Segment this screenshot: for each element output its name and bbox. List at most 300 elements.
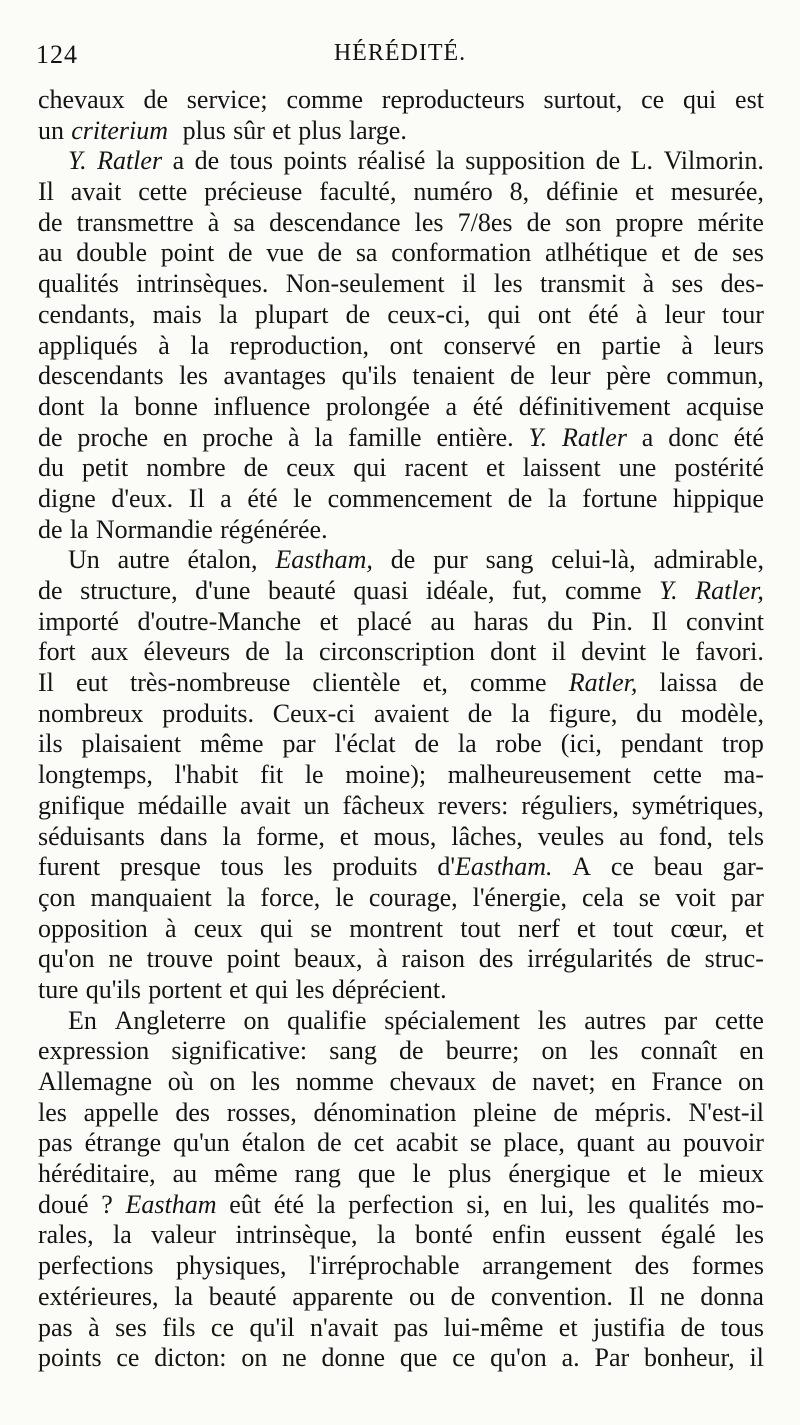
- word: de: [245, 637, 270, 667]
- word: placé: [356, 606, 412, 636]
- word: dénomination: [313, 1097, 457, 1127]
- word: plupart: [254, 299, 329, 329]
- word: furent: [38, 852, 101, 882]
- word: Il: [651, 606, 668, 636]
- word: de: [38, 207, 63, 237]
- word: père: [606, 361, 651, 391]
- word: service;: [186, 85, 268, 114]
- word: d'outre-Manche: [137, 606, 301, 636]
- word: justifia: [592, 1312, 666, 1342]
- word: A: [572, 852, 592, 882]
- word: dicton:: [154, 1343, 227, 1373]
- word: symétriques,: [631, 790, 764, 820]
- word: admirable,: [653, 545, 764, 575]
- word: et,: [422, 668, 448, 698]
- word: manquaient: [90, 882, 212, 912]
- word: proche: [77, 422, 149, 452]
- word: cœur,: [670, 913, 728, 943]
- word: les: [283, 852, 313, 882]
- word: étalon,: [187, 545, 258, 575]
- word: l'irréprochable: [309, 1251, 460, 1281]
- word: de: [399, 1036, 424, 1066]
- word: et: [627, 1159, 647, 1189]
- word: spécialement: [384, 1005, 520, 1035]
- word: digne: [38, 483, 96, 513]
- word: robe: [495, 729, 542, 759]
- word: leur: [550, 361, 591, 391]
- word: Eastham,: [275, 545, 373, 575]
- word: Y.: [528, 422, 548, 452]
- text-line: [38, 515, 764, 546]
- text-line: [38, 699, 764, 730]
- word: supposition: [465, 146, 586, 176]
- word: de: [467, 698, 493, 728]
- text-line: [38, 545, 764, 576]
- word: et: [486, 453, 505, 483]
- text-line: [38, 607, 764, 638]
- word: extérieures,: [38, 1281, 159, 1311]
- text-line: [38, 668, 764, 699]
- word: L.: [630, 146, 654, 176]
- word: haras: [473, 606, 529, 636]
- word: tous: [229, 146, 274, 176]
- word: d'une: [195, 576, 251, 605]
- word: conformation: [391, 238, 532, 268]
- word: a: [641, 422, 654, 452]
- word: rosses,: [226, 1097, 297, 1127]
- word: veules: [537, 821, 605, 851]
- word: pas: [38, 1128, 73, 1158]
- word: séduisants: [38, 821, 145, 851]
- word: place,: [503, 1128, 565, 1158]
- text-line: [38, 146, 764, 177]
- word: même: [200, 729, 264, 759]
- word: avaient: [373, 698, 449, 728]
- word: le: [661, 637, 681, 667]
- word: atlhétique: [545, 238, 648, 268]
- word: 8,: [509, 177, 530, 207]
- word: Ratler,: [568, 668, 638, 698]
- page-number: 124: [36, 40, 78, 69]
- word: valeur: [151, 1220, 217, 1250]
- word: chevaux: [38, 85, 125, 114]
- word: laissent: [522, 453, 601, 483]
- word: faculté,: [319, 177, 397, 207]
- word: se: [638, 882, 661, 912]
- word: précieuse: [204, 177, 303, 207]
- word: la: [547, 483, 567, 513]
- word: 7/8es: [457, 207, 513, 237]
- word: entière.: [436, 422, 514, 452]
- word: la: [69, 514, 89, 544]
- text-line: [38, 269, 764, 300]
- word: ce: [116, 1343, 140, 1373]
- word: en: [162, 422, 188, 452]
- word: sa: [355, 238, 378, 268]
- word: si,: [466, 1189, 491, 1219]
- word: mérite: [697, 207, 764, 237]
- word: de: [666, 944, 691, 974]
- word: qu'ils: [341, 361, 397, 391]
- text-line: [38, 822, 764, 853]
- word: d'Eastham.: [437, 852, 553, 882]
- text-line: [38, 423, 764, 454]
- word: ceux: [286, 453, 336, 483]
- word: de: [194, 146, 220, 176]
- word: enfin: [492, 1220, 546, 1250]
- word: à: [88, 1312, 100, 1342]
- word: les: [735, 1220, 764, 1250]
- word: dans: [159, 821, 208, 851]
- word: dont: [38, 391, 85, 421]
- word: reproducteurs: [381, 85, 525, 114]
- word: du: [636, 698, 663, 728]
- word: plus: [182, 115, 226, 145]
- word: ture: [38, 974, 79, 1004]
- word: sang: [485, 545, 534, 575]
- word: modèle,: [680, 698, 764, 728]
- word: par: [282, 729, 316, 759]
- word: de: [595, 146, 621, 176]
- word: plus: [448, 1159, 492, 1189]
- text-line: [38, 791, 764, 822]
- word: plus: [298, 115, 342, 145]
- word: nombre: [146, 453, 226, 483]
- word: point: [160, 238, 215, 268]
- text-line: [38, 85, 764, 116]
- word: fort: [38, 637, 76, 667]
- word: qu'il: [249, 1312, 295, 1342]
- word: l'énergie,: [472, 882, 568, 912]
- word: la: [316, 1189, 336, 1219]
- word: eut: [76, 668, 108, 698]
- word: ne: [282, 1343, 307, 1373]
- word: ?: [101, 1189, 113, 1219]
- text-line: [38, 914, 764, 945]
- word: double: [76, 238, 148, 268]
- word: beaux,: [293, 944, 363, 974]
- word: une: [618, 453, 657, 483]
- word: comme: [565, 576, 642, 605]
- word: héréditaire,: [38, 1159, 156, 1189]
- word: de: [510, 361, 535, 391]
- word: la: [457, 729, 477, 759]
- word: il: [461, 269, 477, 299]
- word: qu'ils: [85, 974, 141, 1004]
- word: la: [112, 1220, 132, 1250]
- word: il: [749, 1343, 764, 1373]
- word: mous,: [373, 821, 437, 851]
- word: sûr: [233, 115, 265, 145]
- word: eût: [229, 1189, 262, 1219]
- word: comme: [286, 85, 363, 114]
- word: ne: [108, 944, 133, 974]
- text-line: [38, 1067, 764, 1098]
- word: de: [526, 207, 552, 237]
- word: struc-: [704, 944, 764, 974]
- word: il: [551, 637, 566, 667]
- word: n'avait: [310, 1312, 379, 1342]
- word: avait: [70, 177, 122, 207]
- word: pas: [393, 1312, 429, 1342]
- word: mais: [152, 299, 202, 329]
- word: fut,: [512, 576, 548, 605]
- word: au: [172, 1159, 198, 1189]
- word: ma-: [723, 760, 764, 790]
- text-line: [38, 1098, 764, 1129]
- word: qui: [255, 974, 289, 1004]
- text-line: [38, 300, 764, 331]
- word: est: [735, 85, 764, 114]
- word: produits: [332, 852, 418, 882]
- word: des-: [720, 269, 764, 299]
- word: navet;: [532, 1067, 596, 1096]
- text-line: [38, 1190, 764, 1221]
- word: apparente: [292, 1281, 394, 1311]
- word: de: [693, 238, 719, 268]
- word: le: [663, 1159, 682, 1189]
- word: à: [635, 299, 648, 329]
- word: étalon: [241, 1128, 306, 1158]
- word: la: [314, 422, 334, 452]
- word: chevaux: [389, 1067, 477, 1096]
- word: çon: [38, 882, 76, 912]
- word: Ratler: [97, 146, 163, 176]
- text-line: [38, 883, 764, 914]
- word: de: [553, 1097, 578, 1127]
- word: au: [430, 606, 455, 636]
- word: physiques,: [176, 1251, 287, 1281]
- word: tout: [612, 913, 654, 943]
- word: cette: [652, 760, 702, 790]
- word: En: [68, 1005, 97, 1035]
- word: convention.: [490, 1281, 613, 1311]
- running-title: HÉRÉDITÉ.: [333, 40, 467, 66]
- word: de: [414, 729, 440, 759]
- word: on: [541, 1036, 568, 1066]
- word: commun,: [666, 361, 764, 391]
- word: donne: [321, 1343, 386, 1373]
- word: le: [293, 483, 312, 513]
- word: été: [472, 391, 504, 421]
- word: été: [247, 483, 278, 513]
- word: on: [209, 1067, 236, 1096]
- word: la: [218, 299, 238, 329]
- word: Y.: [68, 146, 87, 176]
- word: longtemps,: [38, 760, 153, 790]
- word: point: [226, 944, 281, 974]
- word: le: [335, 882, 354, 912]
- word: à: [164, 913, 177, 943]
- text-line: [38, 1006, 764, 1037]
- word: Vilmorin.: [663, 146, 764, 176]
- word: donc: [668, 422, 719, 452]
- word: plaisaient: [81, 729, 182, 759]
- word: médaille: [137, 790, 228, 820]
- text-line: [38, 576, 764, 607]
- word: Il: [38, 177, 54, 207]
- word: points: [283, 146, 348, 176]
- word: fortune: [582, 483, 658, 513]
- word: la: [376, 1220, 396, 1250]
- word: figure,: [548, 698, 618, 728]
- word: Ceux-ci: [272, 698, 356, 728]
- word: et: [635, 177, 654, 207]
- word: hippique: [672, 483, 764, 513]
- word: influence: [213, 391, 311, 421]
- word: de: [38, 422, 63, 452]
- word: Allemagne: [38, 1067, 153, 1096]
- word: comme: [470, 668, 547, 698]
- text-line: [38, 1128, 764, 1159]
- word: Non-seulement: [285, 269, 445, 299]
- word: moine);: [345, 760, 427, 790]
- word: qu'on: [490, 1343, 547, 1373]
- word: irrégularités: [527, 944, 653, 974]
- word: intrinsèque,: [235, 1220, 358, 1250]
- word: eussent: [564, 1220, 642, 1250]
- word: raison: [401, 944, 466, 974]
- word: tour: [722, 299, 764, 329]
- word: portent: [148, 974, 222, 1004]
- word: favori.: [695, 637, 764, 667]
- word: points: [38, 1343, 102, 1373]
- word: formes: [691, 1251, 764, 1281]
- word: la: [222, 821, 242, 851]
- word: sa: [233, 207, 256, 237]
- word: pleine: [473, 1097, 537, 1127]
- word: structure,: [80, 576, 178, 605]
- word: au: [619, 821, 644, 851]
- text-line: [38, 361, 764, 392]
- word: importé: [38, 606, 119, 636]
- word: les: [537, 1005, 567, 1035]
- word: Eastham: [125, 1189, 217, 1219]
- word: quasi: [353, 576, 409, 605]
- word: en: [739, 1036, 764, 1066]
- word: Angleterre: [114, 1005, 226, 1035]
- word: et: [745, 913, 764, 943]
- word: surtout,: [543, 85, 623, 114]
- word: laissa: [659, 668, 718, 698]
- word: de: [143, 85, 168, 114]
- word: la: [226, 882, 246, 912]
- word: réalisé: [357, 146, 426, 176]
- word: malheureusement: [447, 760, 632, 790]
- word: se: [310, 913, 333, 943]
- word: descendants: [38, 361, 164, 391]
- word: à: [642, 269, 655, 299]
- word: où: [167, 1067, 194, 1096]
- word: rang: [294, 1159, 341, 1189]
- word: dont: [490, 637, 537, 667]
- text-line: [38, 729, 764, 760]
- word: connaît: [640, 1036, 718, 1066]
- word: en: [611, 1067, 636, 1096]
- word: ont: [389, 330, 423, 360]
- word: définie: [546, 177, 619, 207]
- word: descendance: [269, 207, 401, 237]
- word: ce: [641, 85, 665, 114]
- word: son: [565, 207, 602, 237]
- word: fâcheux: [342, 790, 425, 820]
- word: des: [175, 1097, 211, 1127]
- word: la: [99, 391, 119, 421]
- word: Il: [38, 668, 54, 698]
- word: les: [493, 269, 523, 299]
- word: beurre;: [445, 1036, 520, 1066]
- word: fond,: [658, 821, 713, 851]
- word: criterium: [71, 115, 169, 145]
- word: Il: [628, 1281, 645, 1311]
- word: d'eux.: [111, 483, 174, 513]
- word: expression: [38, 1036, 150, 1066]
- word: de: [243, 453, 269, 483]
- word: qualifie: [287, 1005, 367, 1035]
- word: à: [376, 944, 388, 974]
- word: des: [478, 944, 514, 974]
- word: pur: [433, 545, 468, 575]
- body-text: [38, 85, 764, 1374]
- word: petit: [82, 453, 129, 483]
- word: définitivement: [518, 391, 671, 421]
- word: que: [399, 1343, 438, 1373]
- word: Il: [188, 483, 205, 513]
- word: pouvoir: [682, 1128, 764, 1158]
- word: a: [172, 146, 185, 176]
- word: et: [558, 1312, 578, 1342]
- word: tels: [727, 821, 764, 851]
- word: proche: [202, 422, 274, 452]
- word: l'éclat: [334, 729, 396, 759]
- word: numéro: [413, 177, 493, 207]
- text-line: [38, 453, 764, 484]
- word: on: [738, 1067, 764, 1096]
- word: opposition: [38, 913, 148, 943]
- word: été: [588, 299, 619, 329]
- word: de: [227, 238, 253, 268]
- word: ses: [732, 238, 764, 268]
- word: partie: [601, 330, 661, 360]
- word: doué: [38, 1189, 89, 1219]
- word: ce: [452, 1343, 476, 1373]
- word: ce: [610, 852, 634, 882]
- word: nombreux: [38, 698, 144, 728]
- word: les: [295, 974, 325, 1004]
- page-header: [36, 40, 764, 80]
- word: avantages: [223, 361, 327, 391]
- word: à: [681, 330, 693, 360]
- text-line: [38, 238, 764, 269]
- word: revers:: [437, 790, 509, 820]
- word: du: [38, 453, 64, 483]
- word: les: [586, 1189, 616, 1219]
- word: donna: [700, 1281, 764, 1311]
- word: les: [589, 1036, 619, 1066]
- word: ne: [660, 1281, 685, 1311]
- word: bonheur,: [643, 1343, 735, 1373]
- word: montrent: [349, 913, 444, 943]
- word: déprécient.: [331, 974, 447, 1004]
- word: Ratler,: [695, 576, 764, 605]
- word: qu'on: [38, 944, 95, 974]
- word: et: [339, 821, 359, 851]
- word: cela: [581, 882, 624, 912]
- word: beauté: [208, 1281, 277, 1311]
- word: tenaient: [412, 361, 495, 391]
- word: ses: [115, 1312, 147, 1342]
- word: nerf: [517, 913, 560, 943]
